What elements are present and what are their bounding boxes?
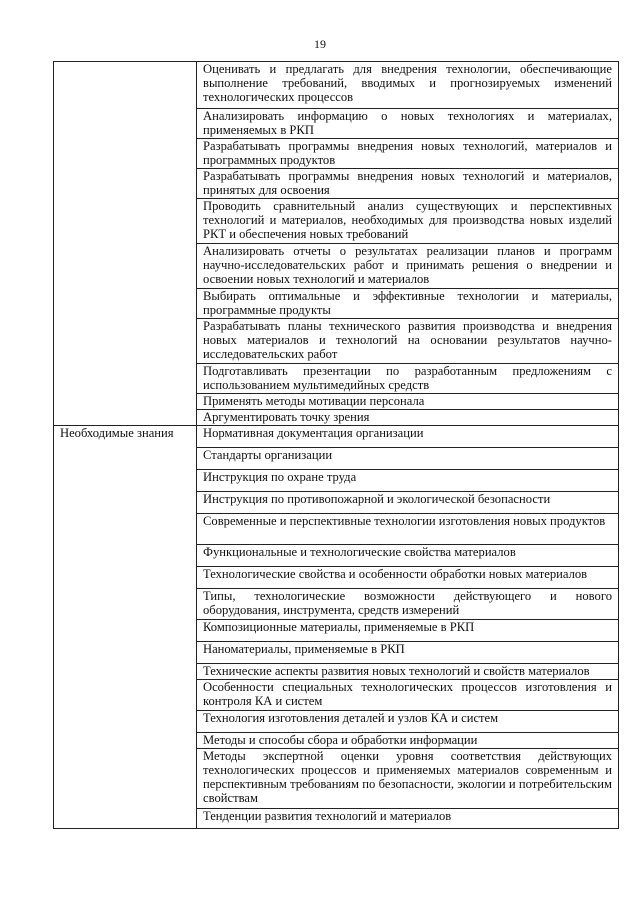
requirement-cell: Проводить сравнительный анализ существующих и перспективных технологий и материалов, необходимых для производства новых изделий РКТ и обеспечения новых требований	[197, 199, 619, 244]
competency-table	[53, 61, 619, 829]
requirement-cell: Методы и способы сбора и обработки информации	[197, 733, 619, 749]
requirement-cell: Наноматериалы, применяемые в РКП	[197, 642, 619, 664]
requirement-cell: Современные и перспективные технологии изготовления новых продуктов	[197, 514, 619, 545]
page-number: 19	[314, 37, 326, 51]
requirement-cell: Особенности специальных технологических процессов изготовления и контроля КА и систем	[197, 680, 619, 711]
requirement-cell: Тенденции развития технологий и материалов	[197, 809, 619, 829]
requirement-cell: Разрабатывать планы технического развития производства и внедрения новых материалов и технологий на основании результатов научно-исследовательских работ	[197, 319, 619, 364]
requirement-cell: Технические аспекты развития новых технологий и свойств материалов	[197, 664, 619, 680]
requirement-cell: Технологические свойства и особенности обработки новых материалов	[197, 567, 619, 589]
requirement-cell: Технология изготовления деталей и узлов КА и систем	[197, 711, 619, 733]
requirement-cell: Стандарты организации	[197, 448, 619, 470]
requirement-cell: Композиционные материалы, применяемые в РКП	[197, 620, 619, 642]
requirement-cell: Методы экспертной оценки уровня соответствия действующих технологических процессов и применяемых материалов современным и перспективным требованиям по безопасности, экологии и потребительским свойствам	[197, 749, 619, 809]
section-label	[54, 62, 197, 426]
requirement-cell: Применять методы мотивации персонала	[197, 394, 619, 410]
requirement-cell: Типы, технологические возможности действующего и нового оборудования, инструмента, средств измерений	[197, 589, 619, 620]
requirement-cell: Разрабатывать программы внедрения новых технологий и материалов, принятых для освоения	[197, 169, 619, 199]
requirement-cell: Анализировать отчеты о результатах реализации планов и программ научно-исследовательских работ и принимать решения о внедрении и освоении новых технологий и материалов	[197, 244, 619, 289]
table-row	[54, 62, 619, 109]
requirement-cell: Оценивать и предлагать для внедрения технологии, обеспечивающие выполнение требований, вводимых и прогнозируемых изменений технологических процессов	[197, 62, 619, 109]
requirement-cell: Нормативная документация организации	[197, 426, 619, 448]
section-label: Необходимые знания	[54, 426, 197, 829]
table-row	[54, 426, 619, 448]
requirement-cell: Аргументировать точку зрения	[197, 410, 619, 426]
requirement-cell: Анализировать информацию о новых технологиях и материалах, применяемых в РКП	[197, 109, 619, 139]
requirement-cell: Инструкция по противопожарной и экологической безопасности	[197, 492, 619, 514]
requirement-cell: Подготавливать презентации по разработанным предложениям с использованием мультимедийных средств	[197, 364, 619, 394]
requirement-cell: Выбирать оптимальные и эффективные технологии и материалы, программные продукты	[197, 289, 619, 319]
requirement-cell: Инструкция по охране труда	[197, 470, 619, 492]
requirement-cell: Функциональные и технологические свойства материалов	[197, 545, 619, 567]
table-body	[54, 62, 619, 829]
requirement-cell: Разрабатывать программы внедрения новых технологий, материалов и программных продуктов	[197, 139, 619, 169]
